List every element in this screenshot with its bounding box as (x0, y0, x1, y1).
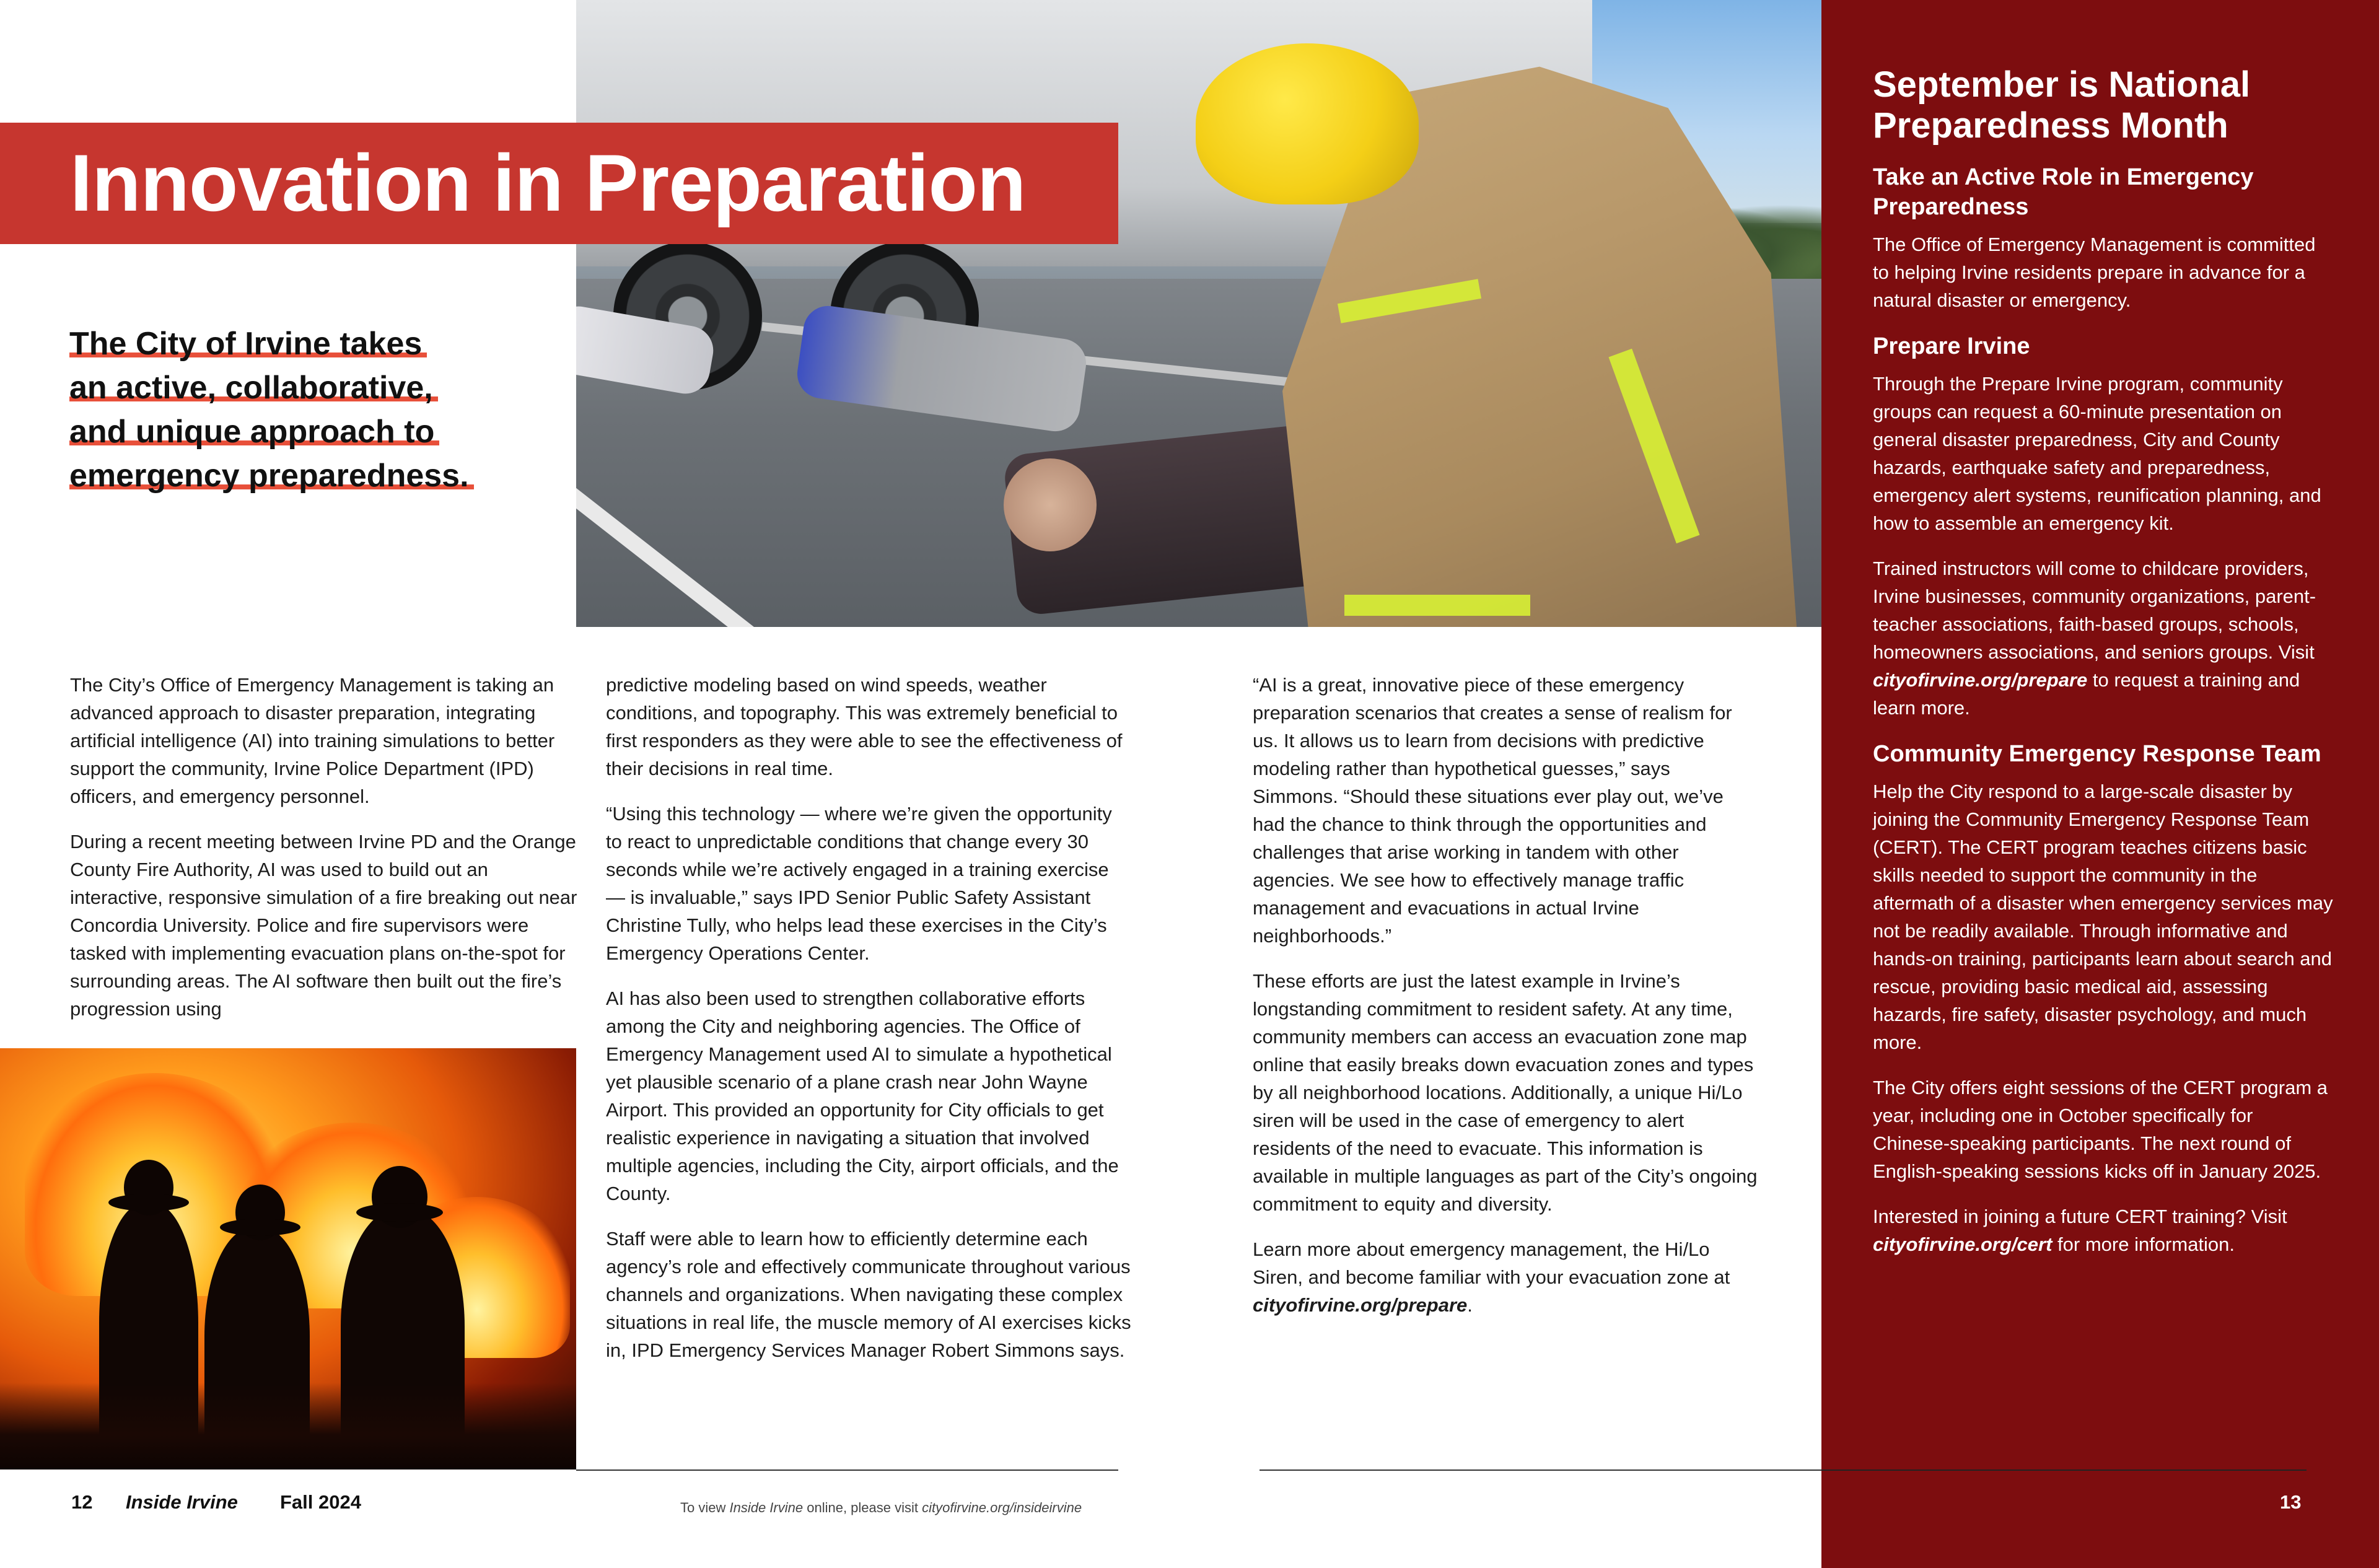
page-title: Innovation in Preparation (70, 138, 1026, 228)
body-paragraph: predictive modeling based on wind speeds, weather conditions, and topography. This was extremely beneficial to first responders as they were able to see the effectiveness of their decisions in real time. (606, 674, 1123, 779)
intro-line: emergency preparedness. (69, 458, 474, 494)
body-paragraph: AI has also been used to strengthen collaborative efforts among the City and neighboring agencies. The Office of Emergency Management used AI to simulate a hypothetical yet plausible scenario of a plane crash near John Wayne Airport. This provided an opportunity for City officials to get realistic experience in navigating a situation that involved multiple agencies, including the City, airport officials, and the County. (606, 988, 1119, 1204)
cert-link[interactable]: cityofirvine.org/cert (1873, 1233, 2053, 1255)
wildfire-photo (0, 1048, 576, 1469)
sidebar-text: Interested in joining a future CERT training? Visit (1873, 1206, 2287, 1227)
body-paragraph: These efforts are just the latest example in Irvine’s longstanding commitment to resident safety. At any time, community members can access an evacuation zone map online that easily breaks down evacuation zones and types by all neighborhood locations. Additionally, a unique Hi/Lo siren will be used in the case of emergency to alert residents of the need to evacuate. This information is available in multiple languages as part of the City’s ongoing commitment to equity and diversity. (1253, 970, 1758, 1215)
prepare-link[interactable]: cityofirvine.org/prepare (1873, 669, 2088, 691)
body-paragraph (1253, 1235, 1761, 1319)
body-paragraph: Staff were able to learn how to efficiently determine each agency’s role and effectively communicate throughout various channels and organizations. When navigating these complex situations in real life, the muscle memory of AI exercises kicks in, IPD Emergency Services Manager Robert Simmons says. (606, 1228, 1131, 1361)
intro-callout (69, 322, 553, 498)
sidebar-paragraph: Through the Prepare Irvine program, community groups can request a 60-minute presentation on general disaster preparedness, City and County hazards, earthquake safety and preparedness, emergency alert systems, reunification planning, and how to assemble an emergency kit. (1873, 373, 2321, 534)
sidebar-heading: Prepare Irvine (1873, 333, 2030, 359)
footer-note-publication: Inside Irvine (729, 1500, 804, 1515)
body-paragraph: During a recent meeting between Irvine PD and the Orange County Fire Authority, AI was used to build out an interactive, responsive simulation of a fire breaking out near Concordia University. Police and fire supervisors were tasked with implementing evacuation plans on-the-spot for surrounding areas. The AI software then built out the fire’s progression using (70, 831, 577, 1020)
sidebar-text: for more information. (2052, 1233, 2235, 1255)
article-column-1 (70, 671, 578, 1040)
sidebar-paragraph: Help the City respond to a large-scale disaster by joining the Community Emergency Response Team (CERT). The CERT program teaches citizens basic skills needed to support the community in the aftermath of a disaster when emergency services may not be readily available. Through informative and hands-on training, participants learn about search and rescue, providing basic medical aid, assessing hazards, fire safety, disaster psychology, and much more. (1873, 781, 2333, 1053)
preparedness-sidebar (1821, 0, 2379, 1568)
article-column-2 (606, 671, 1133, 1382)
intro-line: The City of Irvine takes (69, 326, 427, 362)
page-number-right: 13 (2280, 1491, 2302, 1513)
body-paragraph: “AI is a great, innovative piece of these emergency preparation scenarios that creates a sense of realism for us. It allows us to learn from decisions with predictive modeling rather than hypothetical guesses,” says Simmons. “Should these situations ever play out, we’ve had the chance to think through the opportunities and challenges that arise working in tandem with other agencies. We see how to effectively manage traffic management and evacuations in actual Irvine neighborhoods.” (1253, 674, 1732, 947)
sidebar-paragraph (1873, 1202, 2334, 1258)
footer-note-text: To view (680, 1500, 730, 1515)
body-paragraph: The City’s Office of Emergency Management is taking an advanced approach to disaster preparation, integrating artificial intelligence (AI) into training simulations to better support the community, Irvine Police Department (IPD) officers, and emergency personnel. (70, 674, 555, 807)
sidebar-text: to request a training and learn more. (1873, 669, 2300, 719)
sidebar-heading: Take an Active Role in Emergency Preparedness (1873, 164, 2254, 220)
hero-photo-firefighter-training (576, 0, 1821, 627)
page-number-left: 12 (71, 1491, 93, 1513)
footer-rule (1821, 1469, 2307, 1471)
body-text: . (1467, 1294, 1473, 1316)
intro-line: an active, collaborative, (69, 370, 438, 406)
sidebar-title: September is National Preparedness Month (1873, 64, 2251, 146)
sidebar-text: Trained instructors will come to childcare providers, Irvine businesses, community organizations, parent-teacher associations, faith-based groups, schools, homeowners associations, and seniors groups. Visit (1873, 558, 2316, 663)
prepare-link[interactable]: cityofirvine.org/prepare (1253, 1294, 1468, 1316)
body-text: Learn more about emergency management, the Hi/Lo Siren, and become familiar with your evacuation zone at (1253, 1238, 1730, 1288)
intro-text (69, 322, 553, 498)
sidebar-heading: Community Emergency Response Team (1873, 741, 2321, 767)
sidebar-paragraph: The City offers eight sessions of the CERT program a year, including one in October specifically for Chinese-speaking participants. The next round of English-speaking sessions kicks off in January 2025. (1873, 1077, 2328, 1182)
footer-note-url[interactable]: cityofirvine.org/insideirvine (922, 1500, 1082, 1515)
publication-name: Inside Irvine (126, 1491, 238, 1513)
footer-rule (576, 1469, 1118, 1471)
article-column-3 (1253, 671, 1761, 1336)
footer-note (680, 1496, 1082, 1520)
sidebar-paragraph (1873, 554, 2334, 722)
intro-line: and unique approach to (69, 414, 439, 450)
issue-label: Fall 2024 (280, 1491, 361, 1513)
sidebar-paragraph: The Office of Emergency Management is committed to helping Irvine residents prepare in advance for a natural disaster or emergency. (1873, 234, 2316, 311)
body-paragraph: “Using this technology — where we’re given the opportunity to react to unpredictable conditions that change every 30 seconds while we’re actively engaged in a training exercise — is invaluable,” says IPD Senior Public Safety Assistant Christine Tully, who helps lead these exercises in the City’s Emergency Operations Center. (606, 803, 1112, 964)
footer-note-text: online, please visit (803, 1500, 922, 1515)
